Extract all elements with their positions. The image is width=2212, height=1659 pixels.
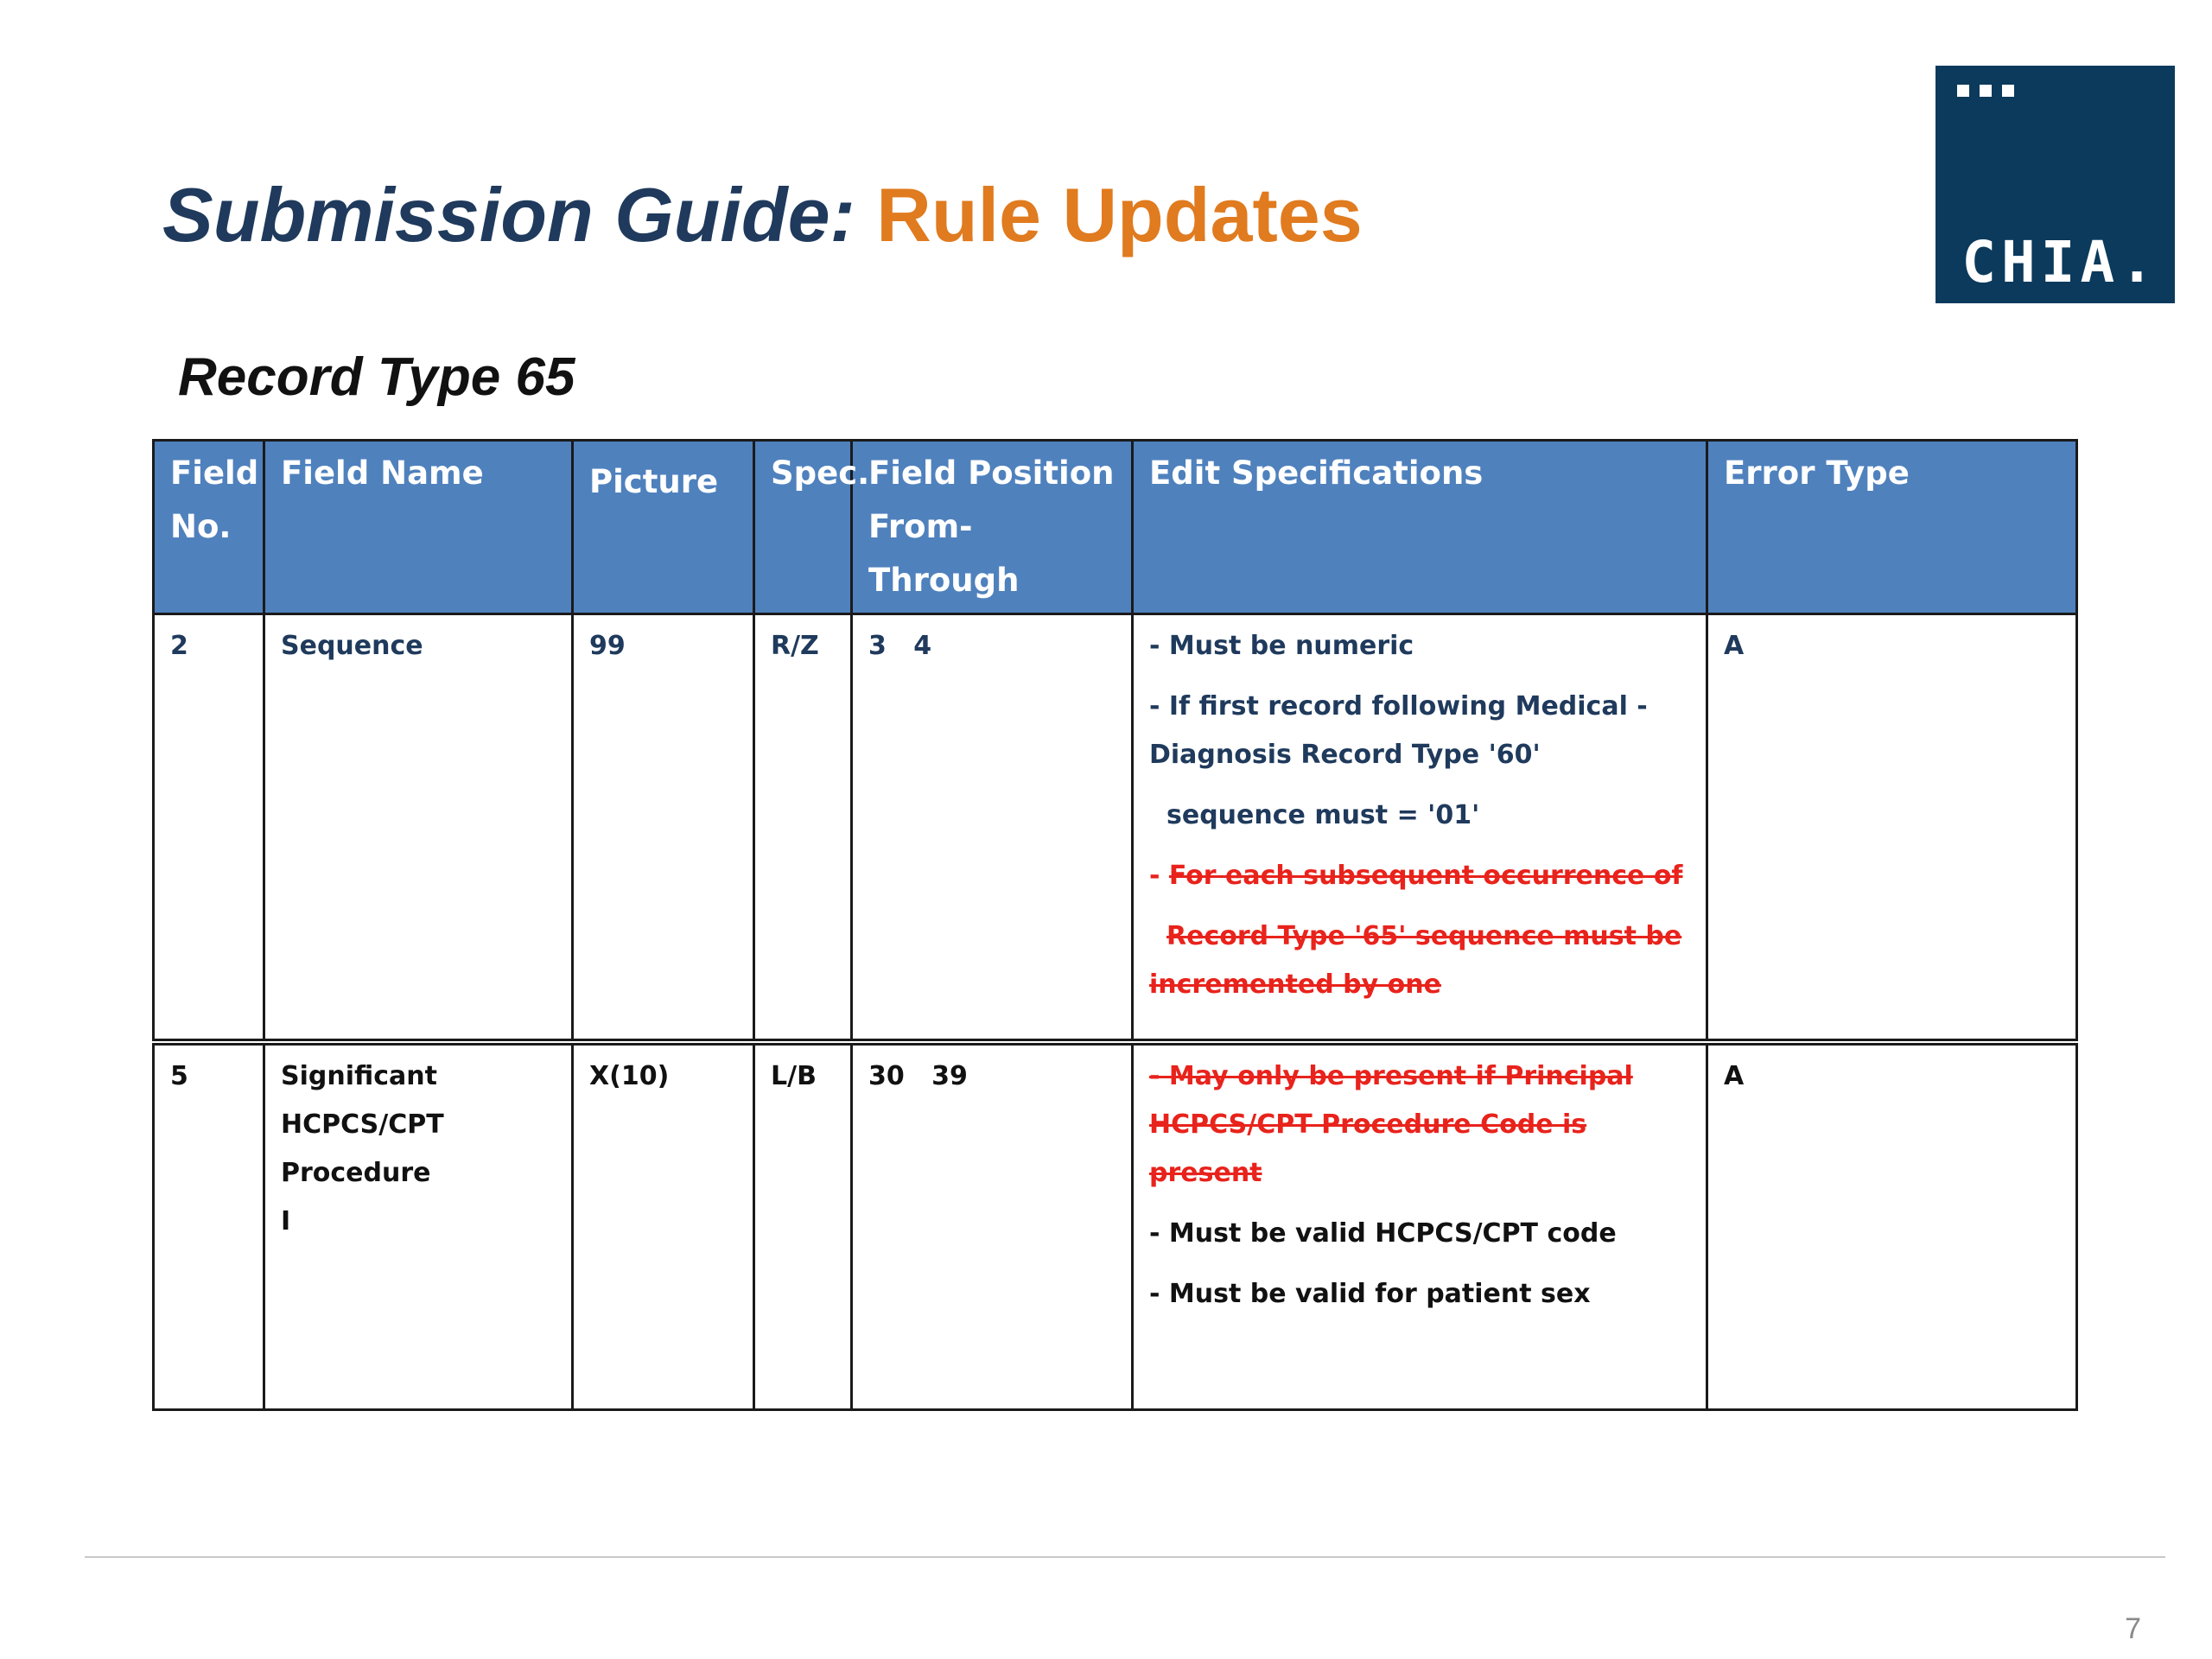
logo-dots-icon: [1957, 85, 2014, 97]
cell-error-type: A: [1707, 1042, 2077, 1410]
header-error-type: Error Type: [1707, 441, 2077, 614]
cell-field-name: Significant HCPCS/CPT Procedure I: [264, 1042, 573, 1410]
struck-edit-spec: incremented by one: [1149, 969, 1441, 1000]
record-type-table: [152, 439, 2078, 1411]
struck-edit-spec: [1149, 852, 1690, 900]
edit-spec-line: - If first record following Medical -: [1149, 691, 1648, 721]
table-header-row: [154, 441, 2077, 614]
struck-text: For each subsequent occurrence of: [1168, 861, 1683, 891]
cell-edit-specifications: [1133, 614, 1707, 1043]
struck-edit-spec: HCPCS/CPT Procedure Code is: [1149, 1109, 1587, 1140]
struck-prefix: -: [1149, 861, 1169, 891]
header-spec: Spec.: [754, 441, 852, 614]
section-title: Record Type 65: [178, 347, 575, 407]
chia-logo: [1936, 66, 2175, 303]
page-title: [162, 172, 1363, 257]
cell-position: 3 4: [852, 614, 1133, 1043]
cell-field-no: 2: [154, 614, 264, 1043]
table-row: [154, 614, 2077, 1043]
cell-picture: 99: [573, 614, 754, 1043]
edit-spec-line: - Must be valid for patient sex: [1149, 1279, 1591, 1309]
header-field-no: Field No.: [154, 441, 264, 614]
cell-picture: X(10): [573, 1042, 754, 1410]
cell-spec: R/Z: [754, 614, 852, 1043]
edit-spec-line: sequence must = '01': [1166, 800, 1480, 830]
footer-divider: [85, 1556, 2165, 1558]
cell-position: 30 39: [852, 1042, 1133, 1410]
struck-edit-spec: present: [1149, 1158, 1262, 1188]
edit-spec-line: - Must be numeric: [1149, 631, 1414, 661]
cell-edit-specifications: [1133, 1042, 1707, 1410]
page-number: 7: [2125, 1612, 2141, 1645]
struck-edit-spec: Record Type '65' sequence must be: [1166, 921, 1682, 951]
cell-error-type: A: [1707, 614, 2077, 1043]
title-accent: Rule Updates: [876, 172, 1363, 257]
cell-field-name: Sequence: [264, 614, 573, 1043]
table-row: [154, 1042, 2077, 1410]
cell-spec: L/B: [754, 1042, 852, 1410]
header-edit-specifications: Edit Specifications: [1133, 441, 1707, 614]
header-field-position: Field Position From-Through: [852, 441, 1133, 614]
edit-spec-line: Diagnosis Record Type '60': [1149, 740, 1541, 770]
title-main: Submission Guide:: [162, 172, 855, 257]
header-picture: Picture: [573, 441, 754, 614]
cell-field-no: 5: [154, 1042, 264, 1410]
edit-spec-line: - Must be valid HCPCS/CPT code: [1149, 1218, 1617, 1249]
header-field-name: Field Name: [264, 441, 573, 614]
logo-wordmark: CHIA.: [1961, 229, 2159, 296]
struck-edit-spec: - May only be present if Principal: [1149, 1061, 1633, 1091]
